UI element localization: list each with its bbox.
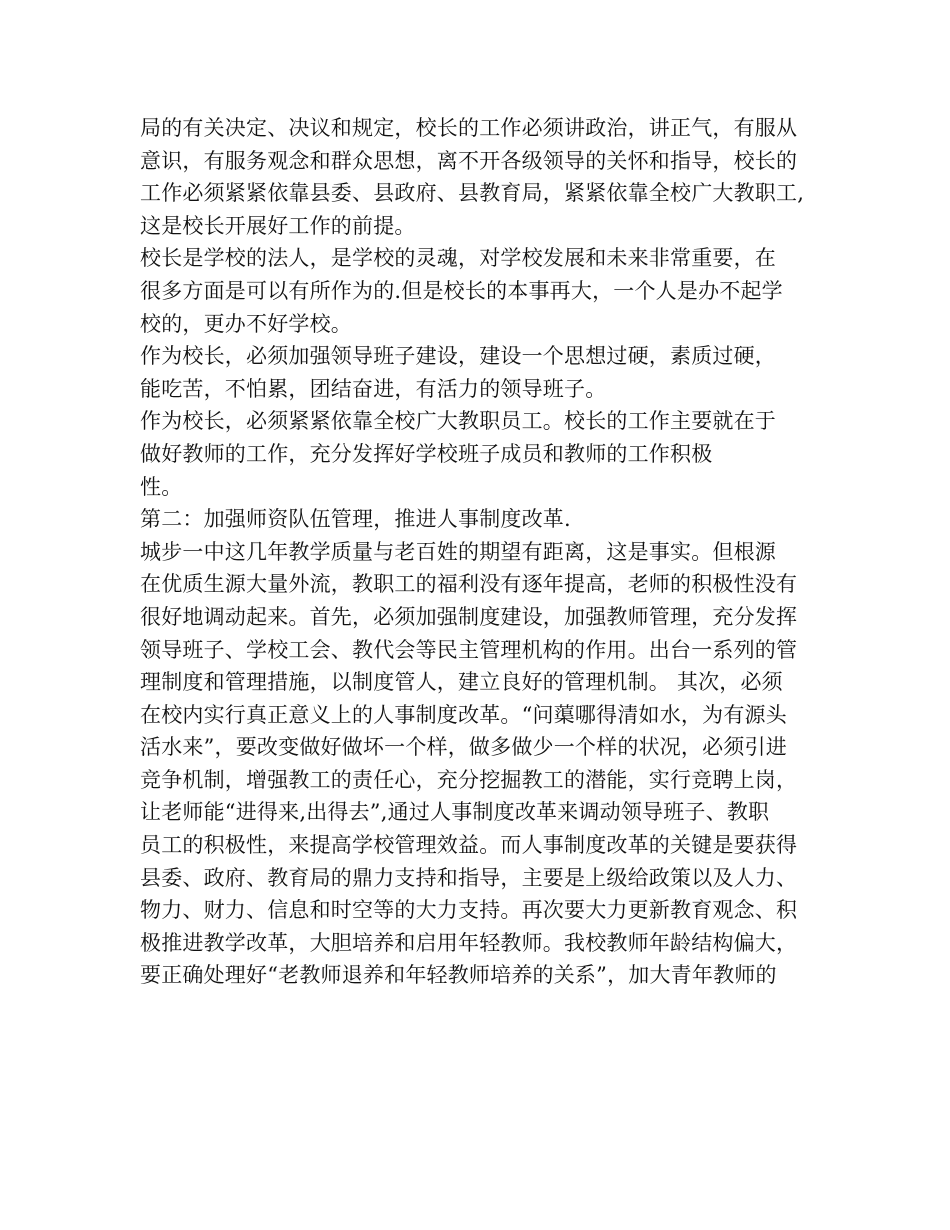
document-body <box>140 112 820 992</box>
text-line: 在优质生源大量外流，教职工的福利没有逐年提高，老师的积极性没有 <box>140 572 798 597</box>
text-line: 城步一中这几年教学质量与老百姓的期望有距离，这是事实。但根源 <box>140 539 776 564</box>
text-line: 性。 <box>140 474 183 499</box>
text-line: 校长是学校的法人，是学校的灵魂，对学校发展和未来非常重要，在 <box>140 246 776 271</box>
text-line: 员工的积极性，来提高学校管理效益。而人事制度改革的关键是要获得 <box>140 833 798 858</box>
text-line: 要正确处理好“老教师退养和年轻教师培养的关系”，加大青年教师的 <box>140 963 777 988</box>
text-line: 局的有关决定、决议和规定，校长的工作必须讲政治，讲正气，有服从 <box>140 116 798 140</box>
text-line: 作为校长，必须紧紧依靠全校广大教职员工。校长的工作主要就在于 <box>140 409 776 434</box>
text-line: 极推进教学改革，大胆培养和启用年轻教师。我校教师年龄结构偏大， <box>140 930 798 955</box>
text-line: 活水来”，要改变做好做坏一个样，做多做少一个样的状况，必须引进 <box>140 735 787 760</box>
text-line: 领导班子、学校工会、教代会等民主管理机构的作用。出台一系列的管 <box>140 637 798 662</box>
text-line: 让老师能“进得来,出得去”,通过人事制度改革来调动领导班子、教职 <box>140 800 770 825</box>
text-line: 能吃苦，不怕累，团结奋进，有活力的领导班子。 <box>140 376 607 401</box>
text-line: 作为校长，必须加强领导班子建设，建设一个思想过硬，素质过硬， <box>140 344 776 369</box>
text-line: 意识，有服务观念和群众思想，离不开各级领导的关怀和指导，校长的 <box>140 148 798 173</box>
section-heading: 第二：加强师资队伍管理，推进人事制度改革. <box>140 507 571 532</box>
text-line: 理制度和管理措施，以制度管人，建立良好的管理机制。 其次，必须 <box>140 670 783 695</box>
text-line: 很多方面是可以有所作为的.但是校长的本事再大，一个人是办不起学 <box>140 278 783 303</box>
text-line: 这是校长开展好工作的前提。 <box>140 213 416 238</box>
text-line: 物力、财力、信息和时空等的大力支持。再次要大力更新教育观念、积 <box>140 898 798 923</box>
text-line: 县委、政府、教育局的鼎力支持和指导，主要是上级给政策以及人力、 <box>140 865 798 890</box>
text-line: 竞争机制，增强教工的责任心，充分挖掘教工的潜能，实行竞聘上岗， <box>140 767 798 792</box>
text-line: 校的，更办不好学校。 <box>140 311 352 336</box>
text-line: 做好教师的工作，充分发挥好学校班子成员和教师的工作积极 <box>140 441 713 466</box>
text-line: 在校内实行真正意义上的人事制度改革。“问蕖哪得清如水，为有源头 <box>140 702 787 727</box>
text-line: 很好地调动起来。首先，必须加强制度建设，加强教师管理，充分发挥 <box>140 604 798 629</box>
text-line: 工作必须紧紧依靠县委、县政府、县教育局，紧紧依靠全校广大教职工, <box>140 181 805 206</box>
